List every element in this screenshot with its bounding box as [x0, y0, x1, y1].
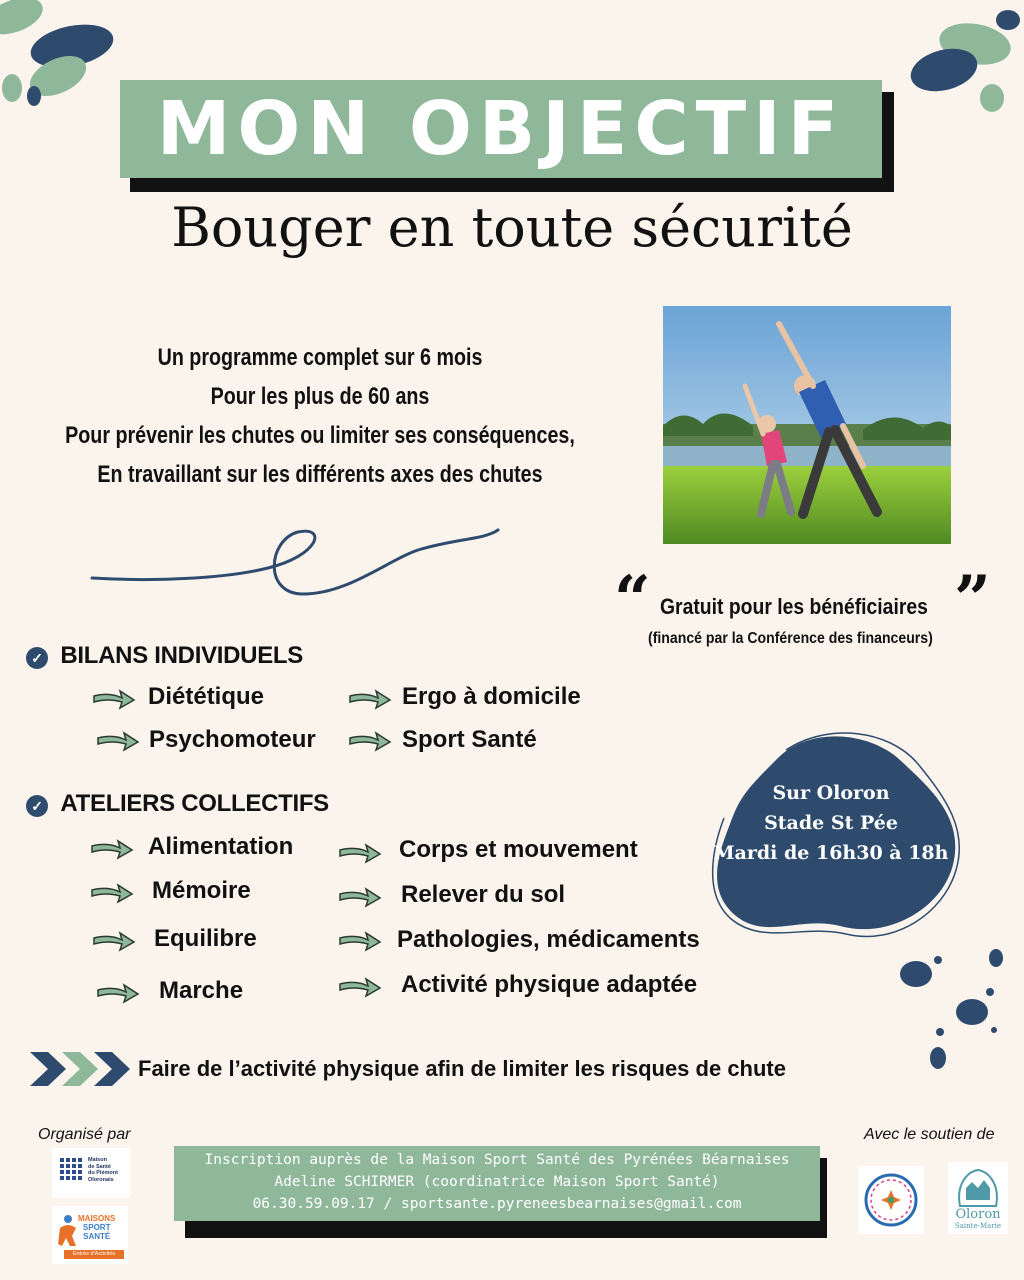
msp-logo-text: Oloronais [88, 1176, 114, 1183]
check-circle-icon: ✓ [26, 647, 48, 669]
arrow-icon [96, 730, 140, 752]
decor-blobs-top-left [0, 0, 130, 120]
page-subtitle: Bouger en toute sécurité [171, 196, 853, 259]
arrow-icon [90, 882, 134, 904]
msp-logo-text: Maison [88, 1157, 107, 1163]
inscription-box [174, 1146, 820, 1221]
free-offer-text: Gratuit pour les bénéficiaires [660, 594, 928, 619]
msp-logo [52, 1148, 130, 1198]
bilan-item: Ergo à domicile [402, 683, 581, 710]
location-line: Sur Oloron [772, 782, 890, 804]
atelier-item: Corps et mouvement [399, 836, 638, 863]
atelier-item: Relever du sol [401, 881, 566, 908]
msp-logo-text: du Piémont [88, 1170, 118, 1176]
atelier-item: Equilibre [154, 925, 257, 952]
location-line: Stade St Pée [764, 812, 898, 834]
arrow-icon [338, 930, 382, 952]
runner-figure-icon [56, 1214, 80, 1248]
intro-line: Pour les plus de 60 ans [210, 383, 430, 410]
mss-logo-text: MAISONS [78, 1214, 116, 1223]
supported-by-label: Avec le soutien de [864, 1126, 995, 1143]
section-bilans-heading: ✓ BILANS INDIVIDUELS [26, 642, 303, 670]
decor-blobs-top-right [900, 0, 1024, 120]
organized-by-label: Organisé par [38, 1126, 131, 1143]
inscription-line: Inscription auprès de la Maison Sport Santé des Pyrénées Béarnaises [204, 1152, 790, 1168]
seniors-exercising-photo [663, 306, 951, 544]
page-title: MON OBJECTIF [156, 86, 846, 172]
triple-chevron-icon [26, 1048, 130, 1090]
close-quote-icon: ” [954, 562, 991, 637]
atelier-item: Pathologies, médicaments [397, 926, 700, 953]
section-ateliers-heading: ✓ ATELIERS COLLECTIFS [26, 790, 329, 818]
bilan-item: Psychomoteur [149, 726, 316, 753]
conference-financeurs-logo [858, 1166, 924, 1234]
check-circle-icon: ✓ [26, 795, 48, 817]
atelier-item: Marche [159, 977, 244, 1004]
intro-line: Pour prévenir les chutes ou limiter ses conséquences, [65, 422, 575, 449]
arrow-icon [92, 930, 136, 952]
mss-logo-text: SANTÉ [83, 1232, 111, 1241]
arrow-icon [348, 688, 392, 710]
title-banner [120, 80, 882, 178]
arrow-icon [338, 886, 382, 908]
open-quote-icon: “ [614, 562, 651, 637]
arrow-icon [90, 838, 134, 860]
arrow-icon [338, 976, 382, 998]
atelier-item: Activité physique adaptée [401, 971, 698, 998]
goal-statement: Faire de l’activité physique afin de limiter les risques de chute [138, 1056, 786, 1081]
oloron-town-emblem-icon [954, 1166, 1002, 1210]
arrow-icon [338, 842, 382, 864]
msp-logo-text: de Santé [88, 1163, 111, 1170]
intro-line: En travaillant sur les différents axes des chutes [97, 461, 543, 488]
maisons-sport-sante-logo [52, 1206, 128, 1264]
inscription-line: 06.30.59.09.17 / sportsante.pyreneesbearnaises@gmail.com [252, 1196, 742, 1212]
bilan-item: Sport Santé [402, 726, 537, 753]
decor-squiggle [88, 520, 508, 610]
atelier-item: Mémoire [152, 877, 251, 904]
arrow-icon [96, 982, 140, 1004]
intro-line: Un programme complet sur 6 mois [157, 344, 483, 371]
arrow-icon [348, 730, 392, 752]
intro-text [58, 338, 583, 494]
mss-logo-text: SPORT [82, 1223, 111, 1232]
bilan-item: Diététique [148, 683, 265, 710]
location-line: Mardi de 16h30 à 18h [713, 842, 949, 864]
oloron-logo-text: Oloron [955, 1207, 1001, 1222]
oloron-logo [948, 1162, 1008, 1234]
oloron-logo-text: Sainte-Marie [954, 1222, 1002, 1230]
decor-dots [890, 940, 1010, 1080]
location-info [700, 778, 962, 868]
msp-logo-grid-icon [60, 1158, 84, 1182]
atelier-item: Alimentation [148, 833, 294, 860]
conference-financeurs-emblem-icon [863, 1172, 919, 1228]
mss-logo-tagline: Entrée d'Activités [64, 1250, 124, 1259]
inscription-line: Adeline SCHIRMER (coordinatrice Maison Sport Santé) [274, 1174, 720, 1190]
arrow-icon [92, 688, 136, 710]
funding-note: (financé par la Conférence des financeurs) [648, 630, 933, 647]
